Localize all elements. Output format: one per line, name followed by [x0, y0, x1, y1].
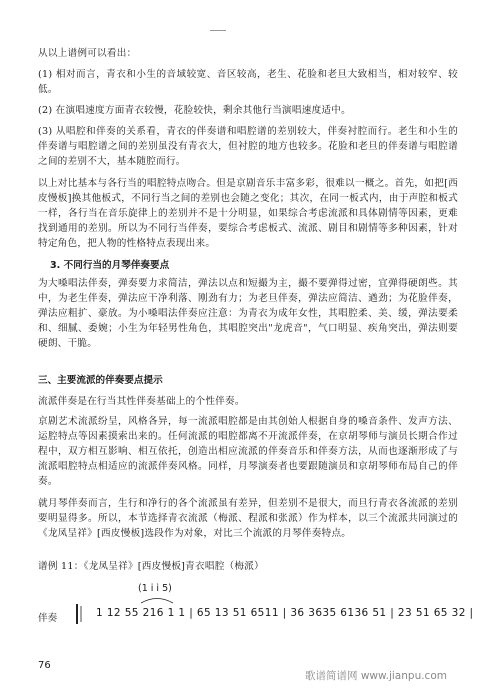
scan-mark [210, 30, 226, 34]
phrase-slur [140, 594, 174, 604]
paragraph-school-def: 流派伴奏是在行当其性伴奏基础上的个性伴奏。 [38, 396, 245, 407]
page-number: 76 [38, 660, 51, 671]
paragraph-point-2: (2) 在演唱速度方面青衣较慢，花脸较快，剩余其他行当演唱速度适中。 [38, 105, 351, 116]
staff-bracket [74, 604, 88, 624]
paragraph-point-1: (1) 相对而言，青衣和小生的音域较宽、音区较高，老生、花脸和老旦大致相当，相对较窄、较低。 [38, 69, 458, 95]
score-caption: 谱例 11：《龙凤呈祥》[西皮慢板]青衣唱腔（梅派） [38, 561, 264, 572]
paragraph-summary: 以上对比基本与各行当的唱腔特点吻合。但是京剧音乐丰富多彩，很难以一概之。首先，如把[西皮慢板]换其他板式，不同行当之间的差别也会随之变化；其次，在同一板式内，由于声腔和板式一样，各行当在音乐旋律上的差别并不是十分明显，如果综合考虑流派和具体剧情等因素，更难找到通用的差别。所以为不同行当伴奏，要综合考虑板式、流派、剧目和剧情等多种因素，针对特定角色，把人物的性格特点表现出来。 [38, 178, 458, 249]
section-heading-roles: 3. 不同行当的月琴伴奏要点 [50, 260, 170, 271]
score-notes: 1 12 55 216 1 1 | 65 13 51 6511 | 36 3635 6136 51 | 23 51 65 32 | [96, 607, 474, 619]
score-label: 伴奏 [38, 613, 58, 624]
paragraph-school-detail: 京剧艺术流派纷呈，风格各异，每一流派唱腔都是由其创始人根据自身的嗓音条件、发声方法、运腔特点等因素摸索出来的。任何流派的唱腔都离不开流派伴奏，在京胡琴师与演员长期合作过程中，双方相互影响、相互依托，创造出相应流派的伴奏音乐和伴奏方法，从而也逐渐形成了与流派唱腔特点相适应的流派伴奏风格。同样，月琴演奏者也要跟随演员和京胡琴师布局自己的伴奏。 [38, 416, 458, 487]
section-heading-schools: 三、主要流派的伴奏要点提示 [38, 375, 163, 386]
paragraph-roles: 为大嗓唱法伴奏，弹奏要力求简洁，弹法以点和短撮为主，撮不要弹得过密，宜弹得硬朗些。其中，为老生伴奏，弹法应干净利落、刚劲有力；为老旦伴奏，弹法应简洁、遒劲；为花脸伴奏，弹法应粗扩、豪放。为小嗓唱法伴奏应注意：为青衣为成年女性，其唱腔柔、美、缓，弹法要柔和、细腻、委婉；小生为年轻男性角色，其唱腔突出"龙虎音"，气口明显、疾角突出，弹法则要硬朗、干脆。 [38, 278, 458, 349]
paragraph-intro: 从以上谱例可以看出： [38, 48, 137, 59]
paragraph-point-3: (3) 从唱腔和伴奏的关系看，青衣的伴奏谱和唱腔谱的差别较大，伴奏衬腔而行。老生和小生的伴奏谱与唱腔谱之间的差别虽没有青衣大，但衬腔的地方也较多。花脸和老旦的伴奏谱与唱腔谱之间的差别不大，基本随腔而行。 [38, 126, 458, 167]
paragraph-yueqin: 就月琴伴奏而言，生行和净行的各个流派虽有差异，但差别不是很大，而旦行青衣各流派的差别要明显得多。所以，本节选择青衣流派（梅派、程派和张派）作为样本，以三个流派共同演过的《龙凤呈祥》[西皮慢板]选段作为对象，对比三个流派的月琴伴奏特点。 [38, 498, 458, 539]
site-watermark: 歌谱简谱网 www.jianpu.com [305, 670, 447, 682]
music-score [38, 580, 478, 650]
score-phrase: (1 i i 5) [138, 583, 172, 594]
